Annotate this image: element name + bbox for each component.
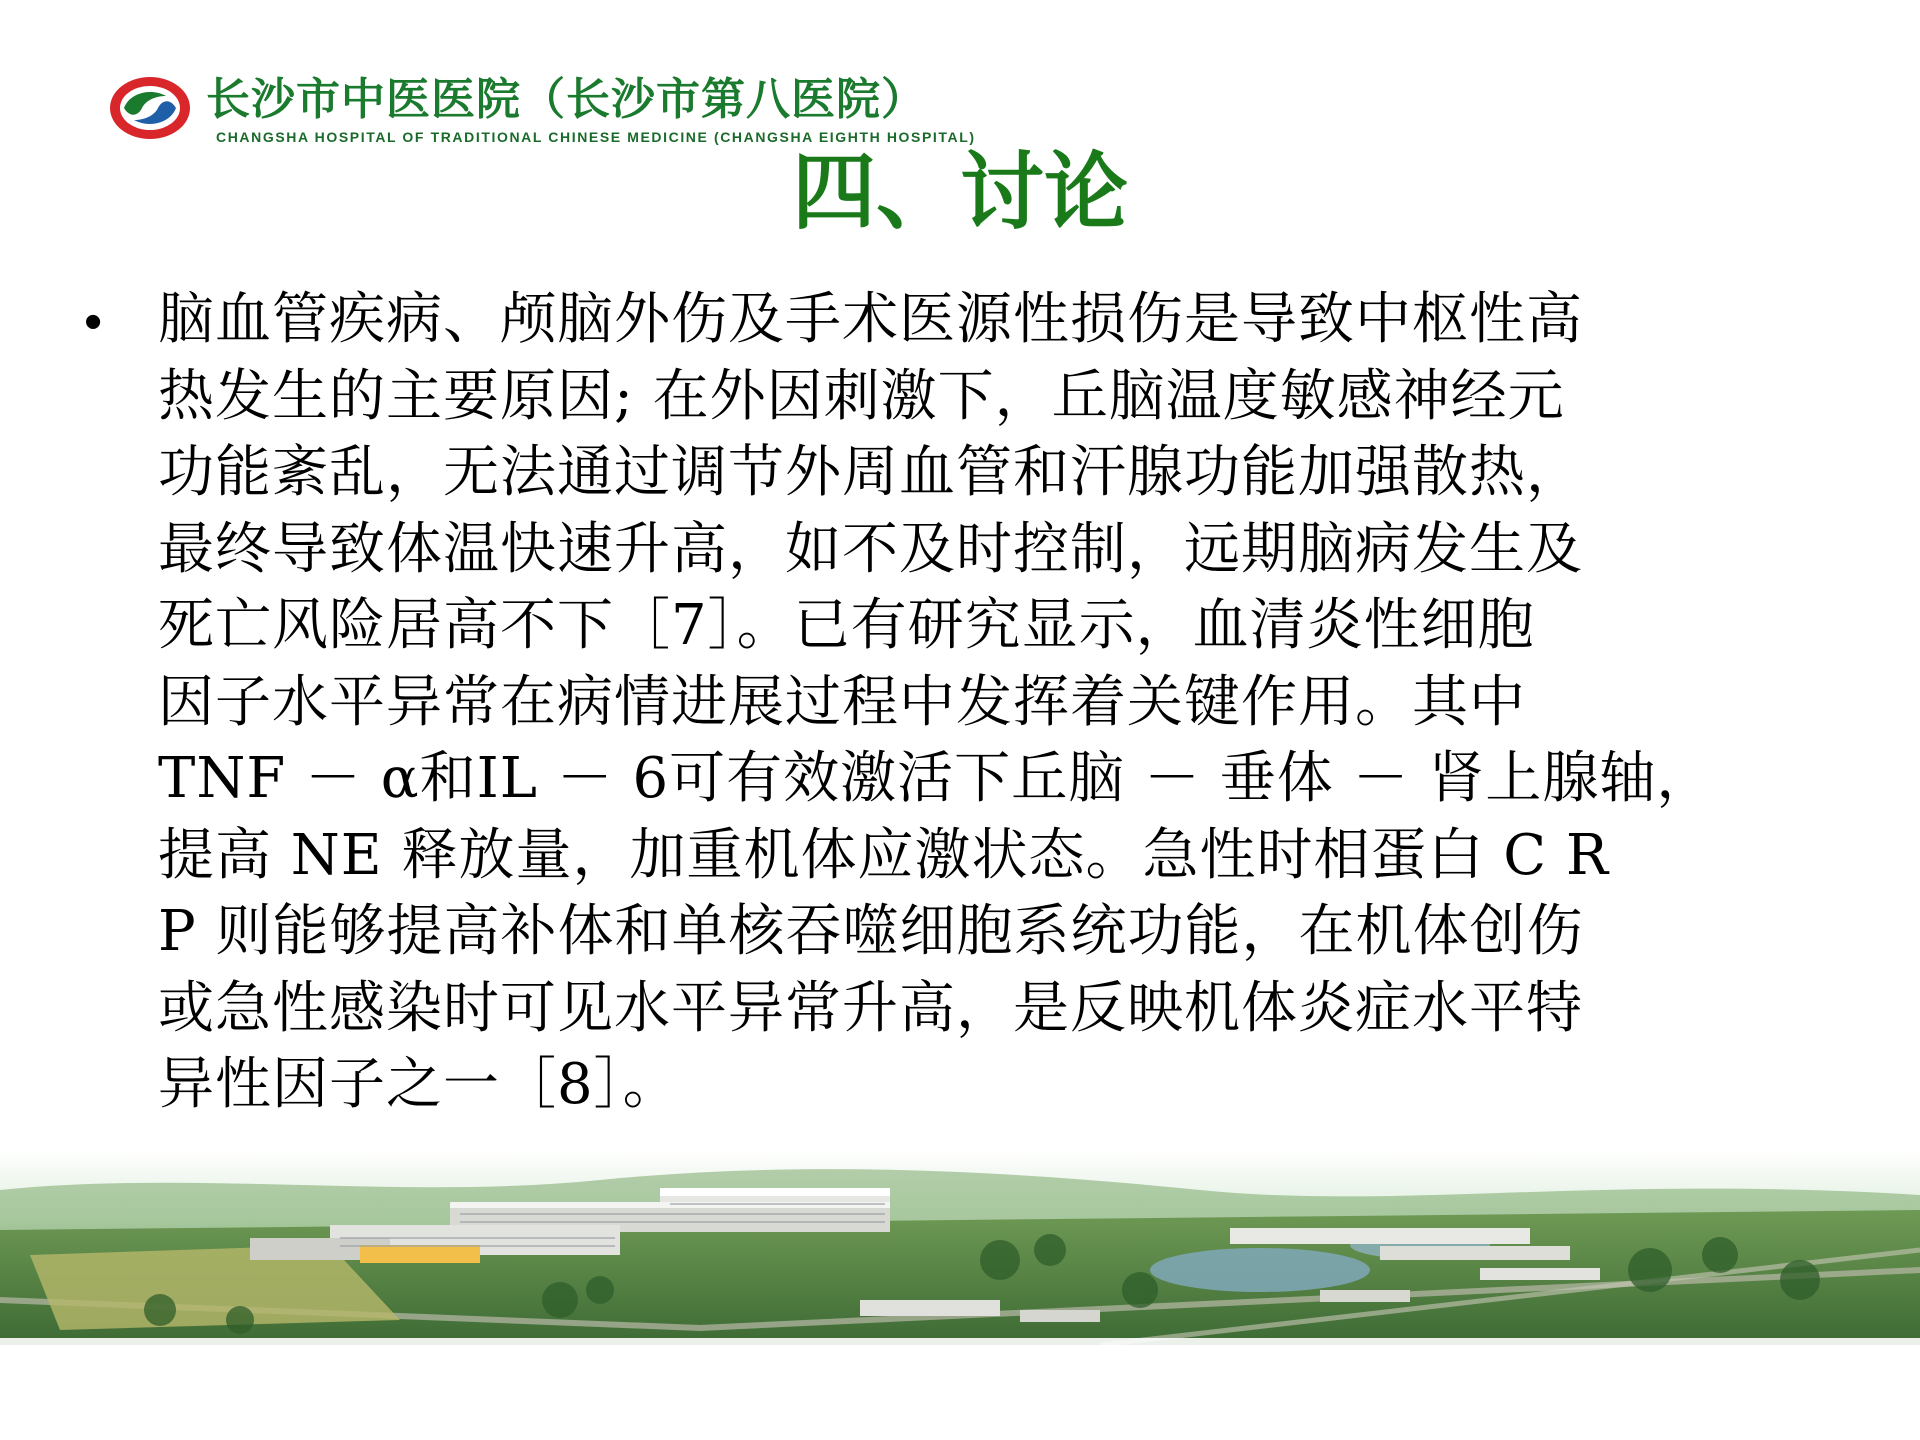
hospital-logo <box>108 72 1108 152</box>
logo-english-name: CHANGSHA HOSPITAL OF TRADITIONAL CHINESE MEDICINE (CHANGSHA EIGHTH HOSPITAL) <box>216 129 976 145</box>
body-line: TNF － α和IL － 6可有效激活下丘脑 － 垂体 － 肾上腺轴， <box>158 746 1714 811</box>
hospital-campus-aerial-image <box>0 1150 1920 1345</box>
body-line: 脑血管疾病、颅脑外伤及手术医源性损伤是导致中枢性高 <box>158 287 1583 352</box>
body-line: 功能紊乱，无法通过调节外周血管和汗腺功能加强散热， <box>158 440 1583 505</box>
hospital-logo-icon <box>108 74 192 142</box>
body-line: P 则能够提高补体和单核吞噬细胞系统功能，在机体创伤 <box>158 899 1584 964</box>
body-paragraph <box>158 282 1858 1124</box>
body-line: 提高 NE 释放量，加重机体应激状态。急性时相蛋白 C R <box>158 822 1610 888</box>
slide-title: 四、讨论 <box>791 143 1128 241</box>
body-line: 热发生的主要原因; 在外因刺激下，丘脑温度敏感神经元 <box>158 363 1565 429</box>
bullet-marker: • <box>84 293 103 351</box>
body-line: 异性因子之一［8］。 <box>158 1052 680 1117</box>
body-line: 最终导致体温快速升高，如不及时控制，远期脑病发生及 <box>158 516 1583 582</box>
logo-chinese-name: 长沙市中医医院（长沙市第八医院） <box>206 74 926 125</box>
body-line: 死亡风险居高不下［7］。已有研究显示，血清炎性细胞 <box>158 593 1535 658</box>
body-line: 或急性感染时可见水平异常升高，是反映机体炎症水平特 <box>158 975 1583 1041</box>
campus-illustration <box>0 1150 1920 1345</box>
body-line: 因子水平异常在病情进展过程中发挥着关键作用。其中 <box>158 669 1526 735</box>
